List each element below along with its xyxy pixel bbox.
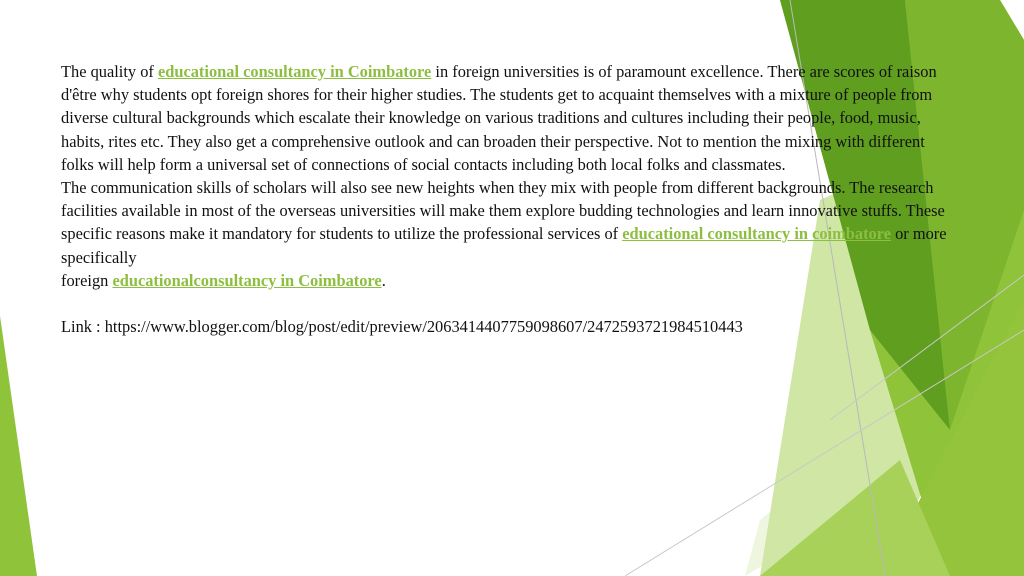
- link-educational-consultancy-2[interactable]: educational consultancy in coimbatore: [622, 224, 891, 244]
- paragraph-quality: [61, 60, 956, 176]
- p2-text-end: .: [381, 270, 386, 290]
- document-body: [61, 60, 956, 338]
- p1-text-before: The quality of: [61, 62, 158, 81]
- paragraph-communication: [61, 176, 956, 292]
- p2-text-foreign: foreign: [61, 270, 113, 290]
- p1-text-after: in foreign universities is of paramount excellence. There are scores of raison d'être why students opt foreign shores for their higher studies. The students get to acquaint themselves with a mixture of people from diverse cultural backgrounds which escalate their knowledge on various traditions and cultures including their people, food, music, habits, rites etc. They also get a comprehensive outlook and can broaden their perspective. Not to mention the mixing with different folks will help form a universal set of connections of social contacts including both local folks and classmates.: [61, 62, 937, 174]
- link-educational-consultancy[interactable]: educational consultancy in Coimbatore: [157, 62, 432, 81]
- p2-text-before: The communication skills of scholars will also see new heights when they mix with people from different backgrounds. The research facilities available in most of the overseas universities will make them explore budding technologies and learn innovative stuffs. These specific reasons make it mandatory for students to utilize the professional services of: [61, 178, 945, 244]
- link-educationalconsultancy[interactable]: educationalconsultancy in Coimbatore: [112, 270, 382, 290]
- p2-text-middle: or more specifically: [61, 224, 947, 267]
- link-line: Link : https://www.blogger.com/blog/post/edit/preview/2063414407759098607/2472593721984510443: [61, 317, 743, 337]
- spacer: [61, 292, 956, 315]
